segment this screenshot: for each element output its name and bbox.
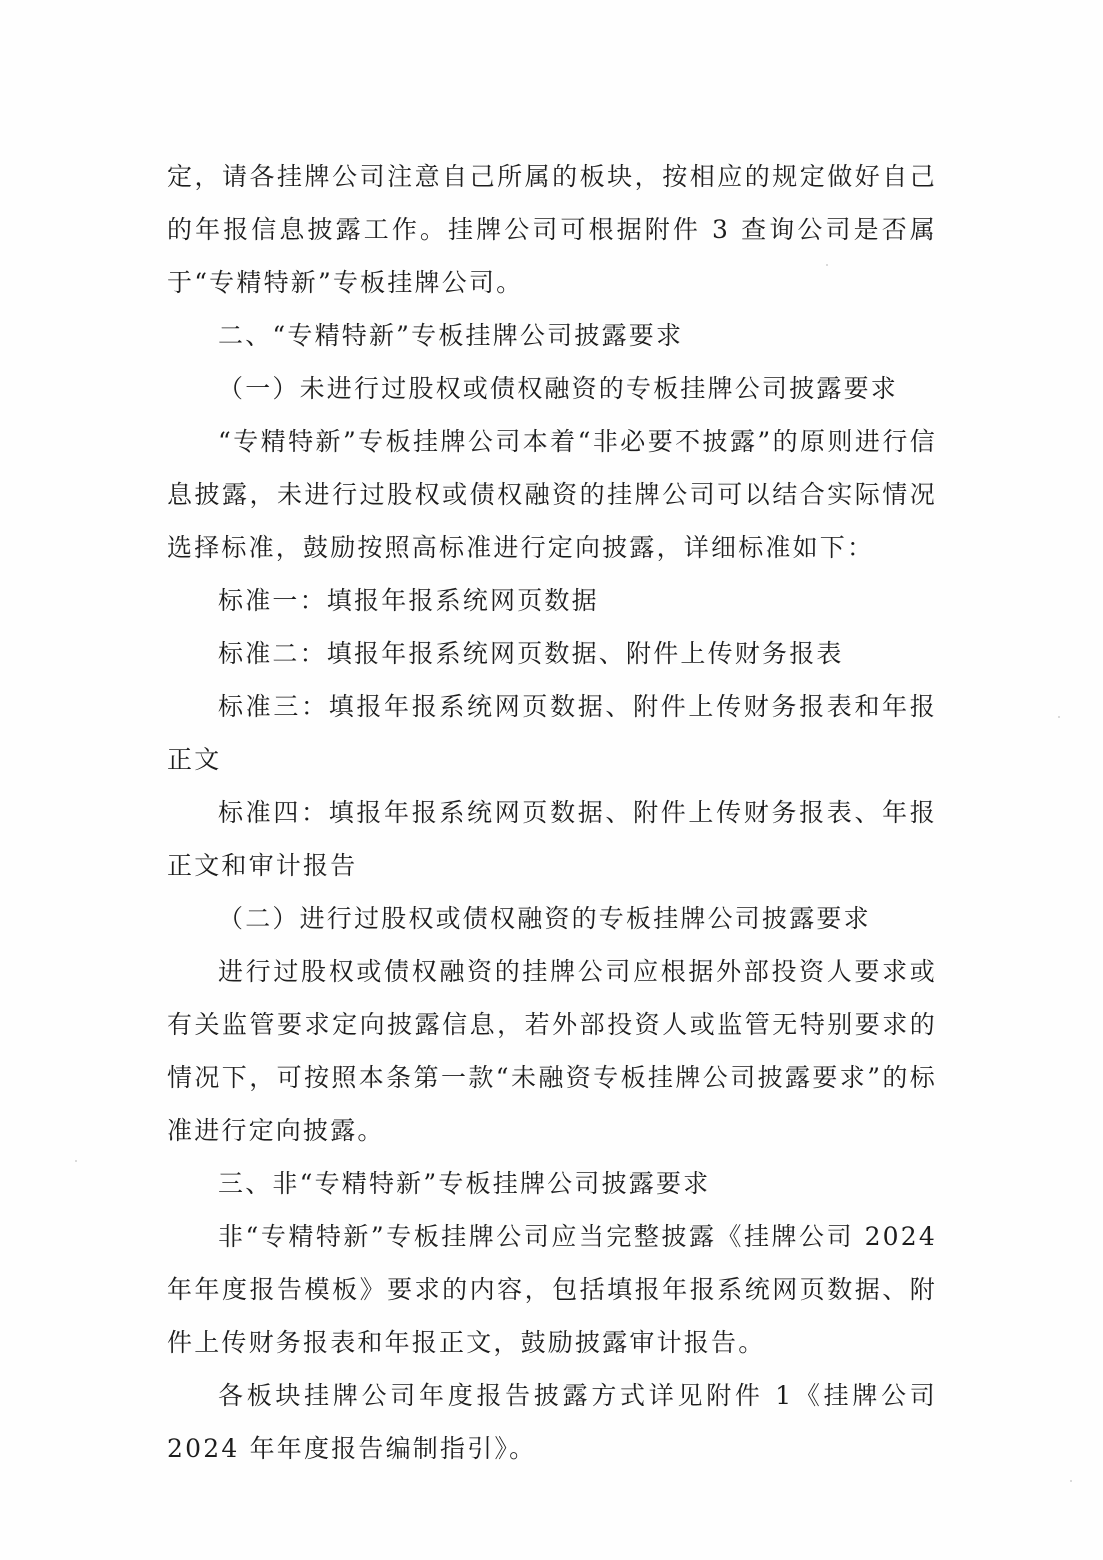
paragraph-continuation: 定，请各挂牌公司注意自己所属的板块，按相应的规定做好自己的年报信息披露工作。挂牌公司可根据附件 3 查询公司是否属于“专精特新”专板挂牌公司。 (167, 162, 937, 297)
scan-speck (75, 1160, 77, 1162)
paragraph-financed-companies: 进行过股权或债权融资的挂牌公司应根据外部投资人要求或有关监管要求定向披露信息，若外部投资人或监管无特别要求的情况下，可按照本条第一款“未融资专板挂牌公司披露要求”的标准进行定向披露。 (167, 957, 937, 1145)
paragraph-disclosure-principle: “专精特新”专板挂牌公司本着“非必要不披露”的原则进行信息披露，未进行过股权或债权融资的挂牌公司可以结合实际情况选择标准，鼓励按照高标准进行定向披露，详细标准如下： (167, 427, 937, 562)
subsection-heading-2-2: （二）进行过股权或债权融资的专板挂牌公司披露要求 (218, 904, 871, 933)
paragraph-disclosure-method: 各板块挂牌公司年度报告披露方式详见附件 1《挂牌公司 2024 年年度报告编制指引》。 (167, 1381, 937, 1463)
paragraph-non-specialized: 非“专精特新”专板挂牌公司应当完整披露《挂牌公司 2024 年年度报告模板》要求的内容，包括填报年报系统网页数据、附件上传财务报表和年报正文，鼓励披露审计报告。 (167, 1222, 937, 1357)
subsection-heading-2-1: （一）未进行过股权或债权融资的专板挂牌公司披露要求 (218, 374, 899, 403)
standard-two: 标准二：填报年报系统网页数据、附件上传财务报表 (218, 639, 844, 668)
document-body (167, 150, 937, 1475)
section-heading-3: 三、非“专精特新”专板挂牌公司披露要求 (218, 1169, 711, 1198)
section-heading-2: 二、“专精特新”专板挂牌公司披露要求 (218, 321, 684, 350)
scan-speck (1070, 1480, 1072, 1482)
standard-four: 标准四：填报年报系统网页数据、附件上传财务报表、年报正文和审计报告 (167, 798, 937, 880)
standard-three: 标准三：填报年报系统网页数据、附件上传财务报表和年报正文 (167, 692, 937, 774)
scan-speck (826, 264, 828, 266)
scan-speck (1058, 716, 1060, 718)
standard-one: 标准一：填报年报系统网页数据 (218, 586, 599, 615)
